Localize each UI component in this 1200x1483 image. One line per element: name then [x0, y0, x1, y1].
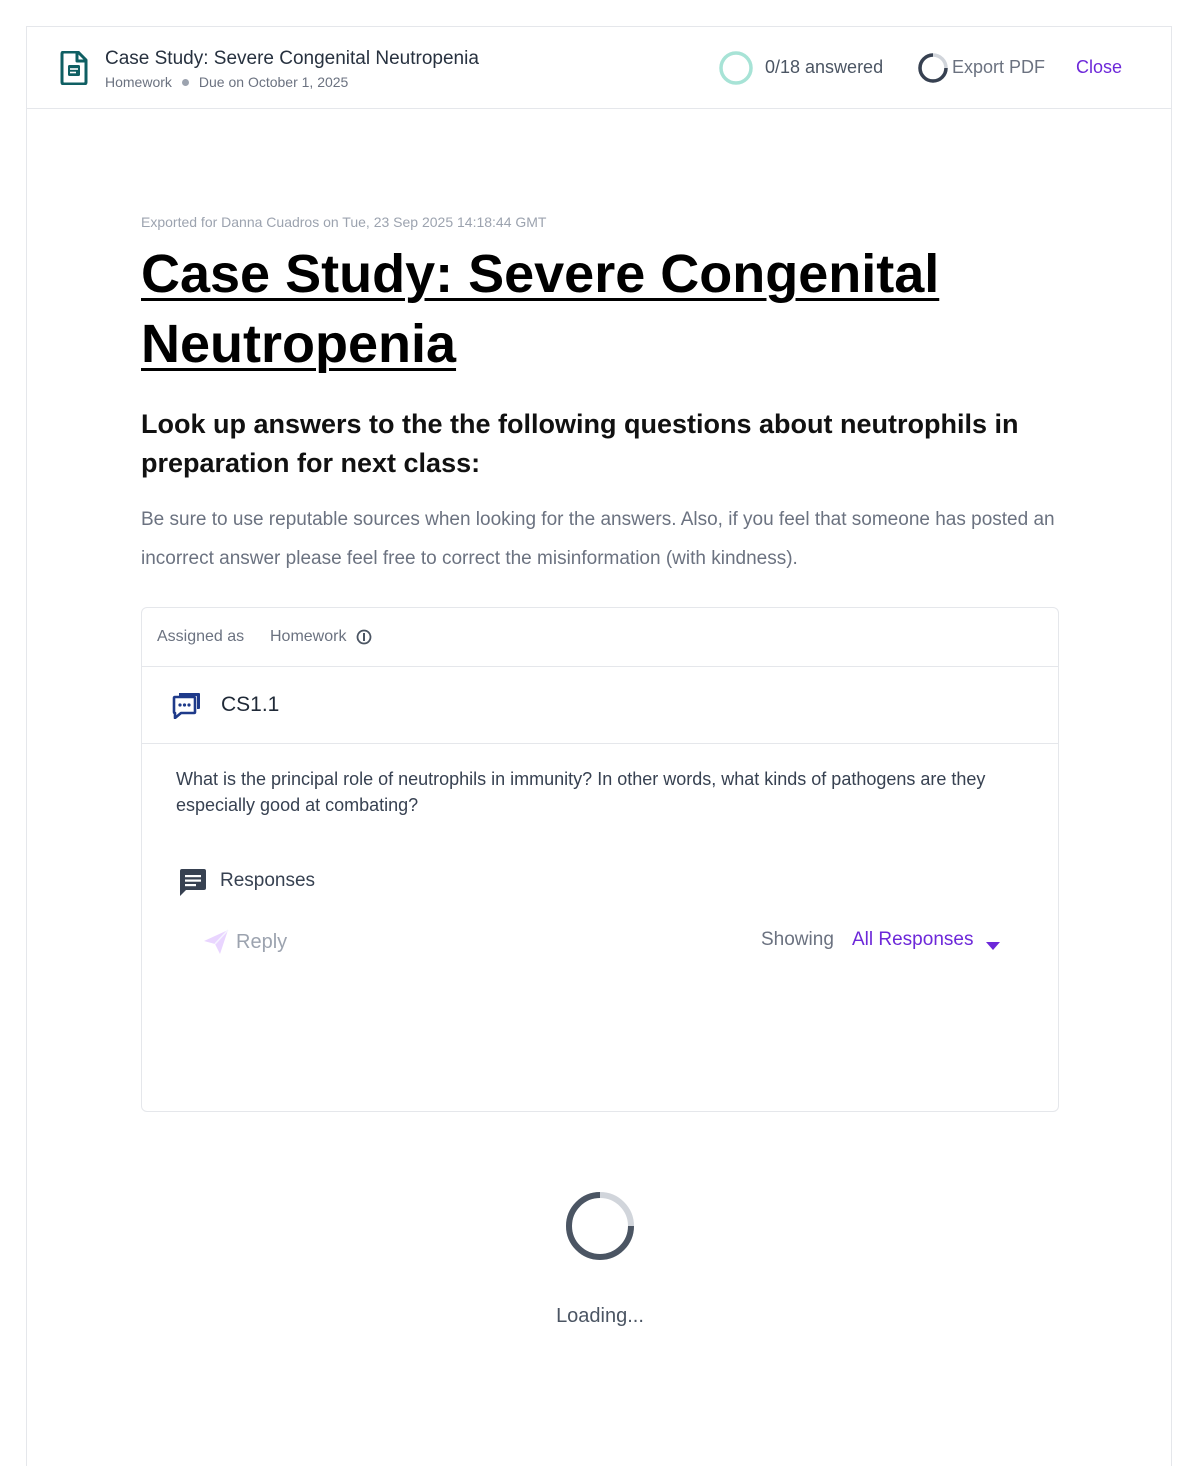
page-frame: [26, 26, 1172, 1466]
reply-label: Reply: [236, 930, 288, 953]
document-icon: [59, 51, 89, 85]
question-text: What is the principal role of neutrophils in immunity? In other words, what kinds of pathogens are they especially good at combating?: [176, 769, 986, 815]
progress-ring-icon: [718, 50, 754, 86]
assignment-type: Homework: [105, 74, 172, 90]
question-id: CS1.1: [221, 693, 280, 716]
close-button[interactable]: Close: [1076, 57, 1123, 77]
showing-label: Showing: [761, 929, 834, 950]
question-card: [141, 607, 1059, 1112]
page-title: Case Study: Severe Congenital Neutropenia: [141, 244, 940, 374]
filter-value: All Responses: [852, 929, 974, 950]
assignment-header: [27, 27, 1171, 109]
reply-button[interactable]: [202, 928, 287, 956]
due-date: Due on October 1, 2025: [198, 74, 349, 90]
assigned-row: [142, 608, 1058, 667]
response-filter-dropdown[interactable]: [852, 929, 1001, 951]
discussion-icon: [172, 691, 202, 719]
instructions-heading: Look up answers to the the following questions about neutrophils in preparation for next class:: [141, 409, 1019, 478]
chevron-down-icon: [985, 935, 1001, 945]
answered-count: 0/18 answered: [765, 57, 884, 77]
export-pdf-button[interactable]: Export PDF: [952, 57, 1046, 77]
question-header: [142, 667, 1058, 744]
assigned-type: Homework: [270, 628, 347, 645]
responses-icon: [178, 867, 208, 897]
assignment-title: Case Study: Severe Congenital Neutropenia: [105, 48, 479, 69]
loading-spinner-icon: [565, 1191, 635, 1261]
responses-heading: Responses: [220, 870, 316, 891]
loading-label: Loading...: [556, 1305, 644, 1327]
export-note: Exported for Danna Cuadros on Tue, 23 Sep 2025 14:18:44 GMT: [141, 214, 547, 230]
send-icon: [202, 928, 230, 956]
assignment-meta: [105, 74, 348, 90]
assigned-label: Assigned as: [157, 628, 245, 645]
instructions-text: Be sure to use reputable sources when looking for the answers. Also, if you feel that someone has posted an incorrect answer please feel free to correct the misinformation (with kindness).: [141, 509, 1055, 569]
separator-dot: [182, 79, 189, 86]
info-icon[interactable]: [356, 629, 372, 645]
export-spinner-icon: [917, 52, 949, 84]
